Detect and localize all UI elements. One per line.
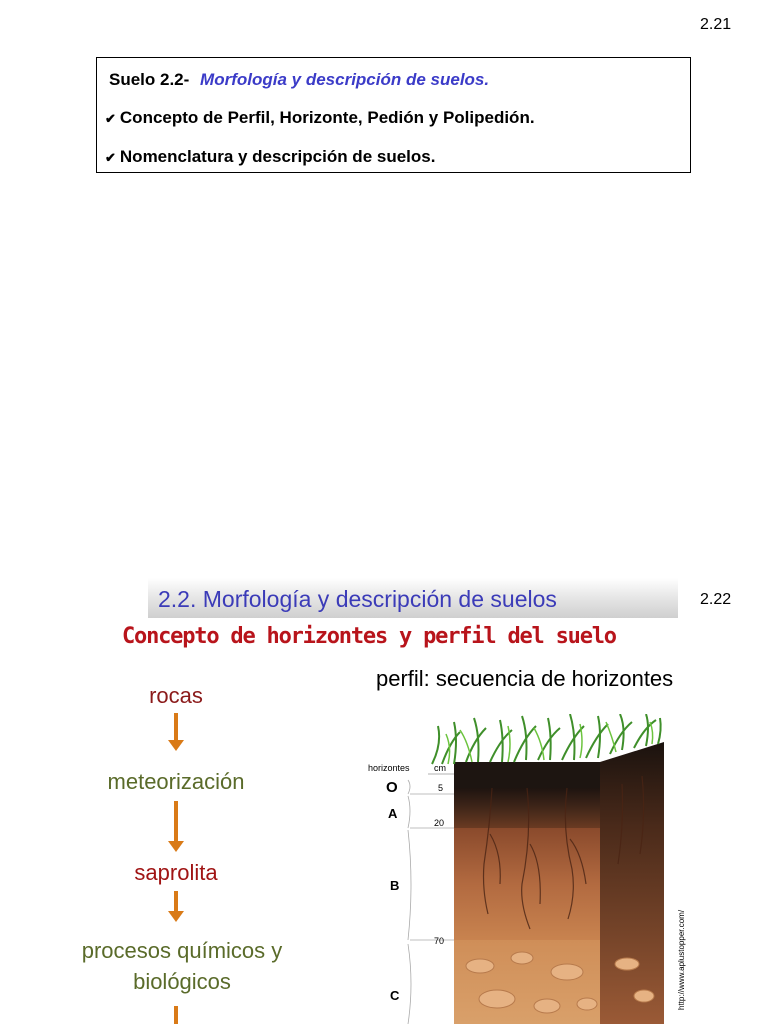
depth-label: 70 [434,936,445,946]
diagram-header-cm: cm [434,763,446,773]
section-banner [148,578,678,618]
outline-box [96,57,691,173]
box-title-prefix: Suelo 2.2- [109,70,190,89]
check-icon: ✔ [105,111,116,126]
flow-step-rocas: rocas [149,683,203,708]
flow-step-meteorizacion: meteorización [107,769,245,794]
box-title [109,70,489,90]
banner-title: 2.2. Morfología y descripción de suelos [158,586,557,612]
check-icon: ✔ [105,150,116,165]
bullet-item [105,147,435,167]
page-number: 2.21 [700,16,732,33]
source-url: http://www.aplustopper.com/ [677,909,686,1010]
depth-label: 20 [434,818,445,828]
page-number: 2.22 [700,591,732,608]
horizon-label-c: C [390,988,400,1003]
concept-title: Concepto de horizontes y perfil del suelo [122,624,616,649]
soil-profile-diagram [362,714,692,1024]
bullet-text: Concepto de Perfil, Horizonte, Pedión y Polipedión. [119,108,535,127]
bullet-text: Nomenclatura y descripción de suelos. [119,147,436,166]
bullet-item [105,108,535,128]
diagram-header-horizontes: horizontes [368,763,410,773]
soil-side-face [600,742,664,1024]
depth-label: 5 [438,783,444,793]
box-title-italic: Morfología y descripción de suelos. [200,70,490,89]
perfil-caption: perfil: secuencia de horizontes [376,666,674,691]
flow-step-saprolita: saprolita [134,860,218,885]
horizon-brackets [408,780,454,1024]
flow-step-procesos: procesos químicos y biológicos [81,938,283,994]
soil-layer-o [454,762,600,788]
horizon-label-a: A [388,806,398,821]
horizon-label-b: B [390,878,400,893]
horizon-label-o: O [386,779,398,796]
